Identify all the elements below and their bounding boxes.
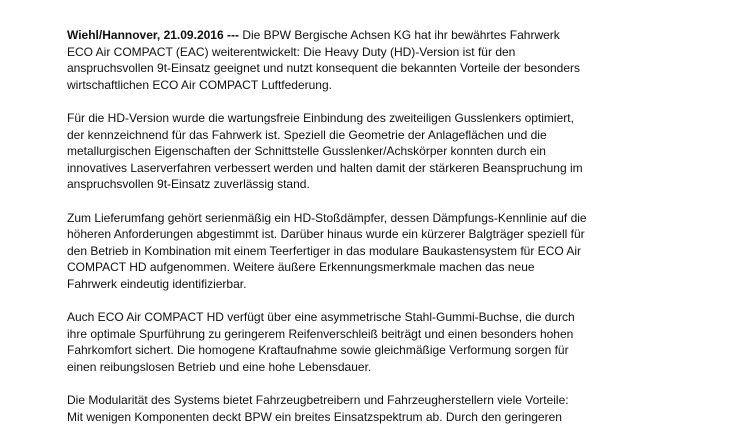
text-line: anspruchsvollen 9t-Einsatz geeignet und nutzt konsequent die bekannten Vorteile der besonders [67,61,581,76]
paragraph-scope-of-delivery [67,210,627,293]
dateline: Wiehl/Hannover, 21.09.2016 --- [67,28,239,42]
text-line: der kennzeichnend für das Fahrwerk ist. Speziell die Geometrie der Anlageflächen und die [67,127,547,142]
text-line: COMPACT HD aufgenommen. Weitere äußere Erkennungsmerkmale machen das neue [67,260,535,275]
paragraph-modularity [67,392,627,425]
paragraph-intro [67,27,627,93]
text-line: Auch ECO Air COMPACT HD verfügt über eine asymmetrische Stahl-Gummi-Buchse, die durch [67,310,575,325]
text-line: Mit wenigen Komponenten deckt BPW ein breites Einsatzspektrum ab. Durch den geringeren [67,409,562,424]
text-line: Die Modularität des Systems bietet Fahrzeugbetreibern und Fahrzeugherstellern viele Vorteile: [67,393,569,408]
text-line: ECO Air COMPACT (EAC) weiterentwickelt: Die Heavy Duty (HD)-Version ist für den [67,44,516,59]
text-line: einen reibungslosen Betrieb und eine hohe Lebensdauer. [67,359,372,374]
text-line: wirtschaftlichen ECO Air COMPACT Luftfederung. [67,77,332,92]
text-line: Fahrwerk eindeutig identifizierbar. [67,276,247,291]
text-fragment: Die BPW Bergische Achsen KG hat ihr bewährtes Fahrwerk [242,28,560,42]
text-line: den Betrieb in Kombination mit einem Teerfertiger in das modulare Baukastensystem für ECO Air [67,243,582,258]
paragraph-hd-version [67,110,627,193]
text-line: Für die HD-Version wurde die wartungsfreie Einbindung des zweiteiligen Gusslenkers optimiert, [67,110,574,125]
text-line: metallurgischen Eigenschaften der Schnittstelle Gusslenker/Achskörper konnten durch ein [67,144,546,159]
text-line [67,27,627,44]
text-line: Zum Lieferumfang gehört serienmäßig ein HD-Stoßdämpfer, dessen Dämpfungs-Kennlinie auf die [67,210,587,225]
text-line: anspruchsvollen 9t-Einsatz zuverlässig stand. [67,177,310,192]
paragraph-bushing [67,309,627,375]
text-line: höheren Anforderungen abgestimmt ist. Darüber hinaus wurde ein kürzerer Balgträger speziell für [67,227,585,242]
text-line: Fahrkomfort sichert. Die homogene Kraftaufnahme sowie gleichmäßige Verformung sorgen für [67,343,569,358]
text-line: innovatives Laserverfahren verbessert werden und halten damit der stärkeren Beanspruchung im [67,160,583,175]
text-line: ihre optimale Spurführung zu geringerem Reifenverschleiß beiträgt und einen besonders hohen [67,326,574,341]
press-release-document [67,27,627,442]
